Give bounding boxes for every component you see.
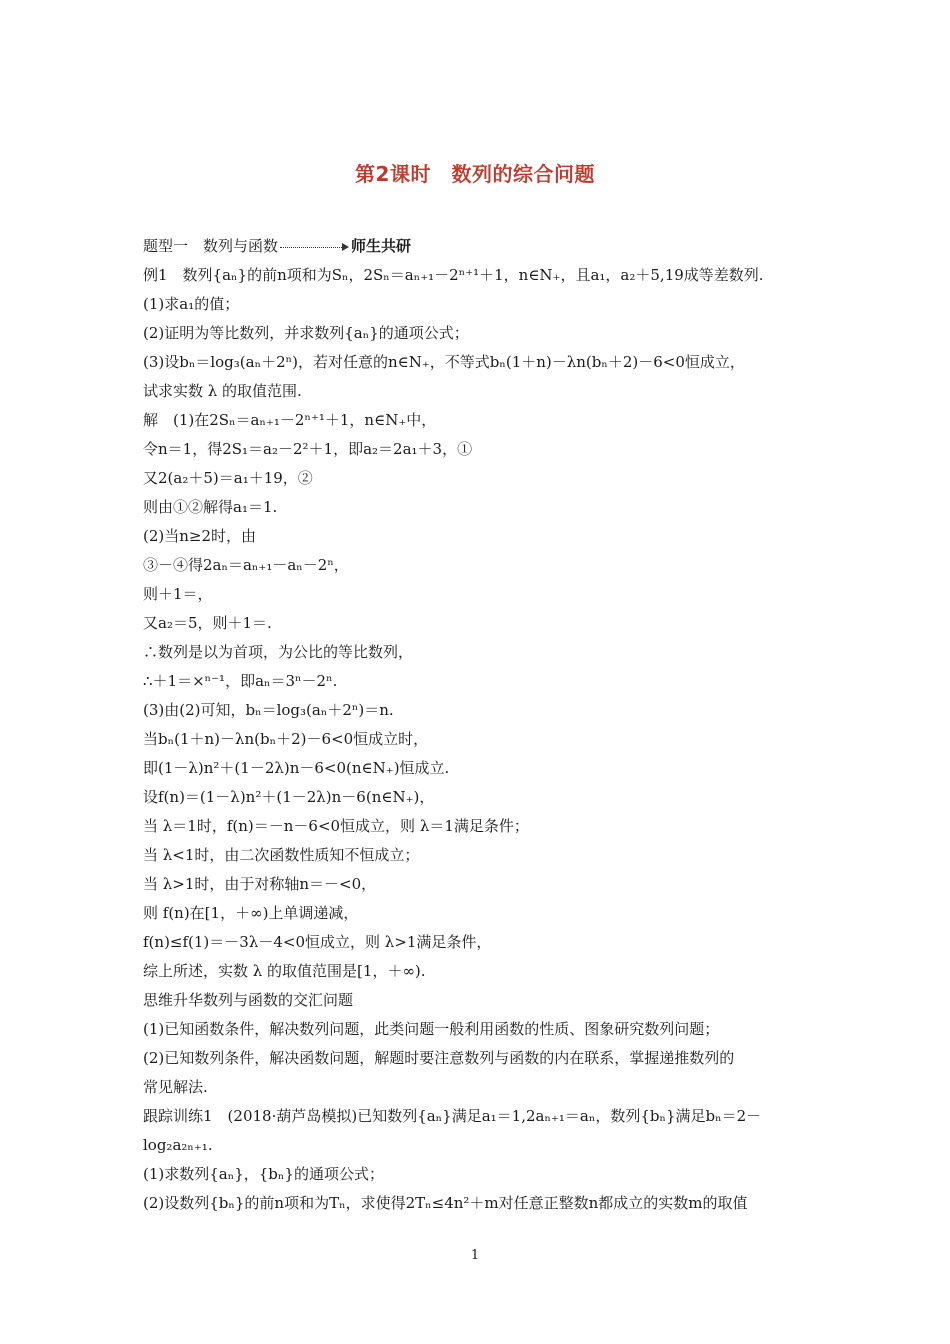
text-line: log₂a₂ₙ₊₁. xyxy=(143,1136,213,1154)
text-line: 试求实数 λ 的取值范围. xyxy=(143,382,302,400)
text-line: 则 f(n)在[1，＋∞)上单调递减， xyxy=(143,904,359,922)
text-line: (1)已知函数条件，解决数列问题，此类问题一般利用函数的性质、图象研究数列问题； xyxy=(143,1020,720,1038)
text-line: (2)证明为等比数列，并求数列{aₙ}的通项公式； xyxy=(143,324,469,342)
text-line: 即(1－λ)n²＋(1－2λ)n－6<0(n∈N₊)恒成立. xyxy=(143,759,450,777)
text-line: 令n＝1，得2S₁＝a₂－2²＋1，即a₂＝2a₁＋3，① xyxy=(143,440,473,458)
summary-heading: 思维升华数列与函数的交汇问题 xyxy=(143,991,354,1009)
text-line: ③－④得2aₙ＝aₙ₊₁－aₙ－2ⁿ， xyxy=(143,556,349,574)
page-title: 第2课时 数列的综合问题 xyxy=(355,162,595,186)
text-line: 解 (1)在2Sₙ＝aₙ₊₁－2ⁿ⁺¹＋1，n∈N₊中， xyxy=(143,411,437,429)
text-line: (1)求a₁的值； xyxy=(143,295,240,313)
text-line: 例1 数列{aₙ}的前n项和为Sₙ，2Sₙ＝aₙ₊₁－2ⁿ⁺¹＋1，n∈N₊，且a₁，a₂＋5,19成等差数列. xyxy=(143,266,764,284)
text-line: 则由①②解得a₁＝1. xyxy=(143,498,278,516)
page-number: 1 xyxy=(470,1248,480,1263)
text-line: ∴数列是以为首项，为公比的等比数列， xyxy=(143,643,414,661)
text-line: 设f(n)＝(1－λ)n²＋(1－2λ)n－6(n∈N₊)， xyxy=(143,788,435,806)
arrow-right-icon xyxy=(342,243,349,251)
text-line: (3)设bₙ＝log₃(aₙ＋2ⁿ)，若对任意的n∈N₊，不等式bₙ(1＋n)－λn(bₙ＋2)－6<0恒成立， xyxy=(143,353,745,371)
text-line: 综上所述，实数 λ 的取值范围是[1，＋∞). xyxy=(143,962,426,980)
text-line: (3)由(2)可知，bₙ＝log₃(aₙ＋2ⁿ)＝n. xyxy=(143,701,394,719)
section-tag: 师生共研 xyxy=(351,237,412,255)
document-body xyxy=(143,232,813,1218)
text-line: 当 λ＝1时，f(n)＝－n－6<0恒成立，则 λ＝1满足条件； xyxy=(143,817,529,835)
text-line: (1)求数列{aₙ}，{bₙ}的通项公式； xyxy=(143,1165,384,1183)
text-line: 又2(a₂＋5)＝a₁＋19，② xyxy=(143,469,313,487)
text-line: (2)已知数列条件，解决函数问题，解题时要注意数列与函数的内在联系，掌握递推数列的 xyxy=(143,1049,735,1067)
text-line: (2)当n≥2时，由 xyxy=(143,527,257,545)
text-line: 又a₂＝5，则＋1＝. xyxy=(143,614,272,632)
text-line: 当 λ<1时，由二次函数性质知不恒成立； xyxy=(143,846,420,864)
section-heading xyxy=(143,232,813,261)
dotted-arrow-line xyxy=(280,247,342,248)
exercise-line: 跟踪训练1 (2018·葫芦岛模拟)已知数列{aₙ}满足a₁＝1,2aₙ₊₁＝aₙ，数列{bₙ}满足bₙ＝2－ xyxy=(143,1107,762,1125)
text-line: 当 λ>1时，由于对称轴n＝－<0， xyxy=(143,875,377,893)
section-label: 题型一 数列与函数 xyxy=(143,237,279,255)
text-line: 当bₙ(1＋n)－λn(bₙ＋2)－6<0恒成立时， xyxy=(143,730,429,748)
text-line: ∴＋1＝×ⁿ⁻¹，即aₙ＝3ⁿ－2ⁿ. xyxy=(143,672,338,690)
text-line: (2)设数列{bₙ}的前n项和为Tₙ，求使得2Tₙ≤4n²＋m对任意正整数n都成立的实数m的取值 xyxy=(143,1194,748,1212)
text-line: f(n)≤f(1)＝－3λ－4<0恒成立，则 λ>1满足条件， xyxy=(143,933,492,951)
text-line: 常见解法. xyxy=(143,1078,208,1096)
text-line: 则＋1＝， xyxy=(143,585,213,603)
